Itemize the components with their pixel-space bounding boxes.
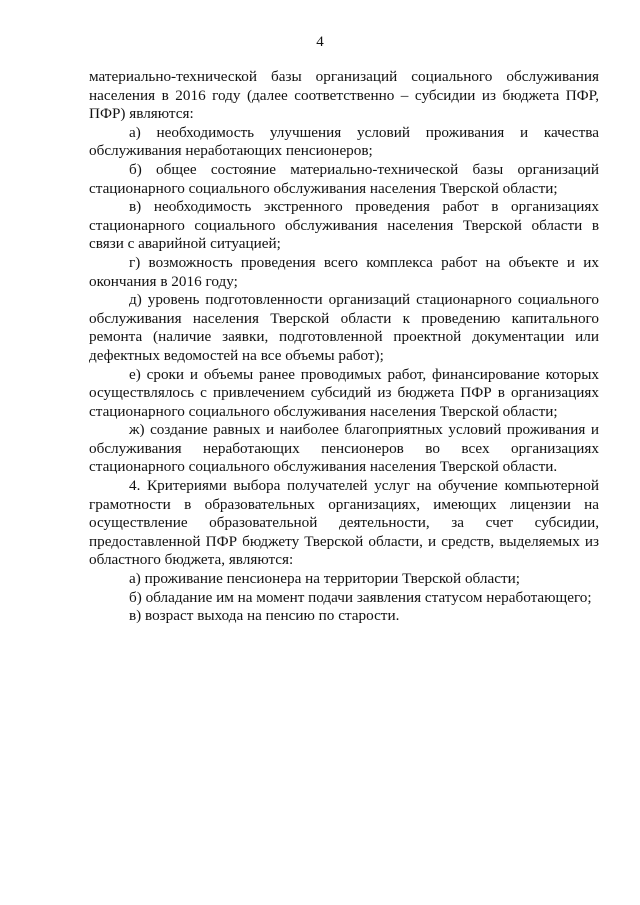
paragraph-criterion-zh: ж) создание равных и наиболее благоприятных условий проживания и обслуживания неработающих пенсионеров во всех организациях стационарного социального обслуживания населения Тверской области. xyxy=(89,421,599,476)
paragraph-criterion-v: в) необходимость экстренного проведения работ в организациях стационарного социального обслуживания населения Тверской области в связи с аварийной ситуацией; xyxy=(89,198,599,253)
paragraph-criterion-a: а) необходимость улучшения условий проживания и качества обслуживания неработающих пенсионеров; xyxy=(89,123,599,160)
paragraph-section-4-b: б) обладание им на момент подачи заявления статусом неработающего; xyxy=(129,588,592,606)
paragraph-section-4-v: в) возраст выхода на пенсию по старости. xyxy=(129,607,400,625)
paragraph-section-4-a: а) проживание пенсионера на территории Тверской области; xyxy=(129,570,520,588)
paragraph-criterion-b: б) общее состояние материально-технической базы организаций стационарного социального обслуживания населения Тверской области; xyxy=(89,160,599,197)
paragraph-intro-continuation: материально-технической базы организаций социального обслуживания населения в 2016 году (далее соответственно – субсидии из бюджета ПФР, ПФР) являются: xyxy=(89,68,599,123)
paragraph-criterion-d: д) уровень подготовленности организаций стационарного социального обслуживания населения Тверской области к проведению капитального ремонта (наличие заявки, подготовленной проектной документации или дефектных ведомостей на все объемы работ); xyxy=(89,291,599,364)
document-body xyxy=(89,68,599,626)
page-number: 4 xyxy=(316,34,324,50)
paragraph-section-4: 4. Критериями выбора получателей услуг на обучение компьютерной грамотности в образовательных организациях, имеющих лицензии на осуществление образовательной деятельности, за счет субсидии, предоставленной ПФР бюджету Тверской области, и средств, выделяемых из областного бюджета, являются: xyxy=(89,477,599,569)
paragraph-criterion-e: е) сроки и объемы ранее проводимых работ, финансирование которых осуществлялось с привлечением субсидий из бюджета ПФР в организациях стационарного социального обслуживания населения Тверской области; xyxy=(89,365,599,420)
paragraph-criterion-g: г) возможность проведения всего комплекса работ на объекте и их окончания в 2016 году; xyxy=(89,253,599,290)
